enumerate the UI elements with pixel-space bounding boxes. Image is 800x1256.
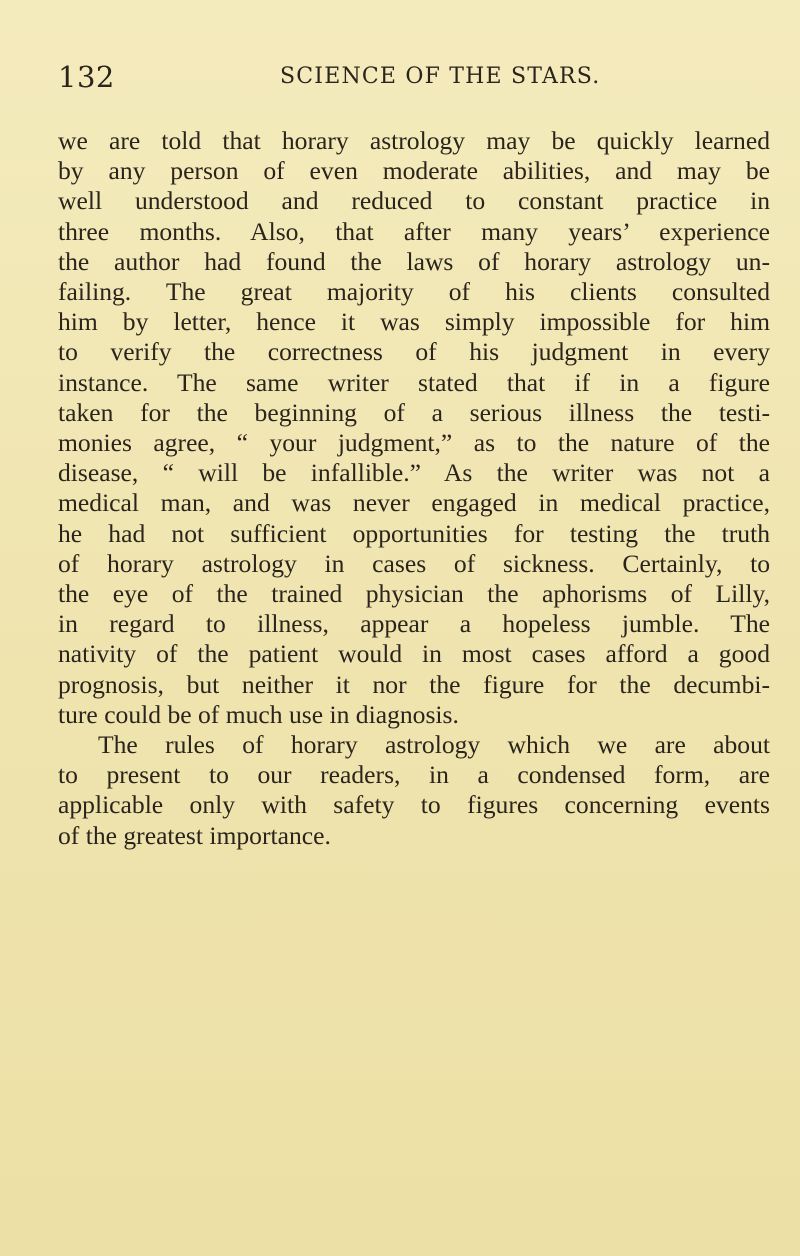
text-line: the author had found the laws of horary astrology un- (58, 246, 770, 276)
text-line: prognosis, but neither it nor the figure for the decumbi- (58, 669, 770, 699)
text-line: he had not sufficient opportunities for testing the truth (58, 518, 770, 548)
text-line: medical man, and was never engaged in medical practice, (58, 488, 770, 518)
running-head (58, 60, 758, 100)
text-line: of horary astrology in cases of sickness. Certainly, to (58, 548, 770, 578)
text-line: failing. The great majority of his clients consulted (58, 277, 770, 307)
text-line: in regard to illness, appear a hopeless jumble. The (58, 609, 770, 639)
paragraph-start-line: The rules of horary astrology which we are about (98, 730, 770, 760)
body-text (58, 126, 770, 851)
text-line: nativity of the patient would in most cases afford a good (58, 639, 770, 669)
paragraph-end-line: of the greatest importance. (58, 820, 331, 850)
text-line: disease, “ will be infallible.” As the writer was not a (58, 458, 770, 488)
text-line: to verify the correctness of his judgment in every (58, 337, 770, 367)
text-line: instance. The same writer stated that if in a figure (58, 367, 770, 397)
text-line: we are told that horary astrology may be quickly learned (58, 126, 770, 155)
text-line: monies agree, “ your judgment,” as to the nature of the (58, 428, 770, 458)
text-line: well understood and reduced to constant practice in (58, 186, 770, 216)
text-line: to present to our readers, in a condensed form, are (58, 760, 770, 790)
text-line: taken for the beginning of a serious illness the testi- (58, 397, 770, 427)
text-line: by any person of even moderate abilities, and may be (58, 156, 770, 186)
text-line: the eye of the trained physician the aphorisms of Lilly, (58, 579, 770, 609)
text-line: applicable only with safety to figures concerning events (58, 790, 770, 820)
text-line: three months. Also, that after many years’ experience (58, 216, 770, 246)
text-line: him by letter, hence it was simply impossible for him (58, 307, 770, 337)
paragraph-end-line: ture could be of much use in diagnosis. (58, 699, 459, 729)
running-title: SCIENCE OF THE STARS. (280, 64, 601, 89)
page-number: 132 (58, 60, 115, 94)
